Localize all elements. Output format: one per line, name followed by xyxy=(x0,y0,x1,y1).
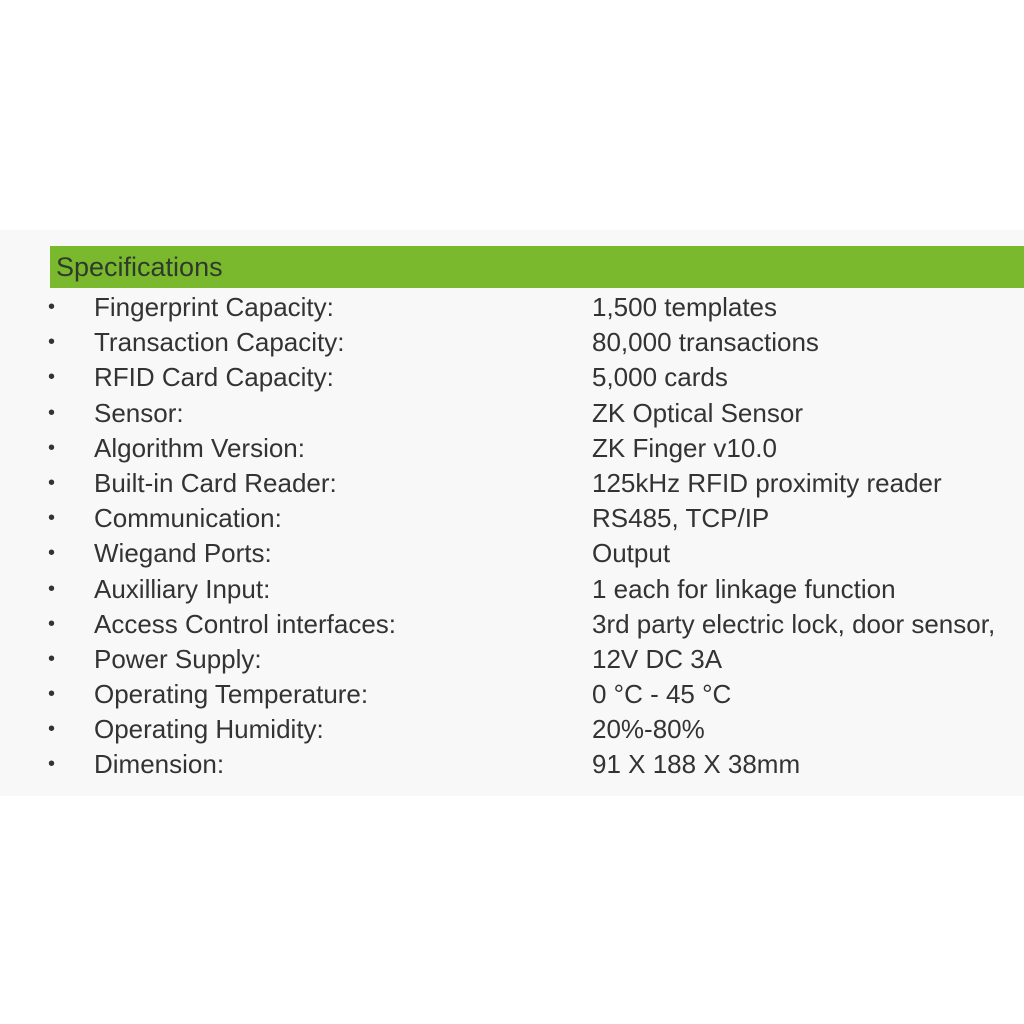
bullet: • xyxy=(48,366,56,389)
spec-value: 5,000 cards xyxy=(592,362,728,393)
specifications-title: Specifications xyxy=(56,252,223,282)
spec-label: RFID Card Capacity: xyxy=(94,362,334,393)
spec-row-transaction-capacity xyxy=(0,324,1024,359)
spec-label: Algorithm Version: xyxy=(94,432,305,463)
spec-value: ZK Optical Sensor xyxy=(592,397,803,428)
spec-label: Operating Temperature: xyxy=(94,679,369,710)
spec-label: Auxilliary Input: xyxy=(94,573,271,604)
spec-row-operating-humidity xyxy=(0,711,1024,746)
spec-label: Built-in Card Reader: xyxy=(94,467,337,498)
spec-value: 12V DC 3A xyxy=(592,643,723,674)
bullet: • xyxy=(48,296,56,318)
spec-label: Wiegand Ports: xyxy=(94,538,272,569)
spec-label: Sensor: xyxy=(94,397,184,428)
spec-value: 80,000 transactions xyxy=(592,327,819,358)
spec-value: 3rd party electric lock, door sensor, xyxy=(592,608,996,639)
spec-value: 1,500 templates xyxy=(592,292,778,322)
bullet: • xyxy=(48,718,56,741)
spec-value: 91 X 188 X 38mm xyxy=(592,749,801,780)
spec-row-wiegand-ports xyxy=(0,535,1024,570)
spec-value: ZK Finger v10.0 xyxy=(592,432,777,463)
spec-row-algorithm-version xyxy=(0,430,1024,465)
spec-value: 0 °C - 45 °C xyxy=(592,679,732,710)
spec-row-dimension xyxy=(0,746,1024,781)
spec-row-fingerprint-capacity xyxy=(0,289,1024,324)
bullet: • xyxy=(48,753,56,776)
spec-row-sensor xyxy=(0,395,1024,430)
bullet: • xyxy=(48,471,56,494)
bullet: • xyxy=(48,577,56,600)
spec-label: Power Supply: xyxy=(94,643,262,674)
spec-label: Access Control interfaces: xyxy=(94,608,397,639)
spec-label: Transaction Capacity: xyxy=(94,327,345,358)
spec-row-power-supply xyxy=(0,641,1024,676)
spec-value: 125kHz RFID proximity reader xyxy=(592,467,942,498)
spec-label: Operating Humidity: xyxy=(94,714,324,745)
spec-row-operating-temperature xyxy=(0,676,1024,711)
spec-row-access-control-interfaces xyxy=(0,606,1024,641)
bullet: • xyxy=(48,542,56,565)
bullet: • xyxy=(48,507,56,530)
spec-value: 20%-80% xyxy=(592,714,705,745)
bullet: • xyxy=(48,401,56,424)
spec-value: Output xyxy=(592,538,671,569)
bullet: • xyxy=(48,436,56,459)
spec-label: Communication: xyxy=(94,503,282,534)
spec-value: 1 each for linkage function xyxy=(592,573,896,604)
spec-row-communication xyxy=(0,500,1024,535)
specifications-list xyxy=(0,289,1024,782)
bullet: • xyxy=(48,331,56,354)
spec-label: Dimension: xyxy=(94,749,225,780)
spec-row-auxilliary-input xyxy=(0,571,1024,606)
spec-row-built-in-card-reader xyxy=(0,465,1024,500)
spec-label: Fingerprint Capacity: xyxy=(94,292,334,322)
bullet: • xyxy=(48,647,56,670)
bullet: • xyxy=(48,683,56,706)
spec-value: RS485, TCP/IP xyxy=(592,503,770,534)
spec-row-rfid-card-capacity xyxy=(0,359,1024,394)
bullet: • xyxy=(48,612,56,635)
